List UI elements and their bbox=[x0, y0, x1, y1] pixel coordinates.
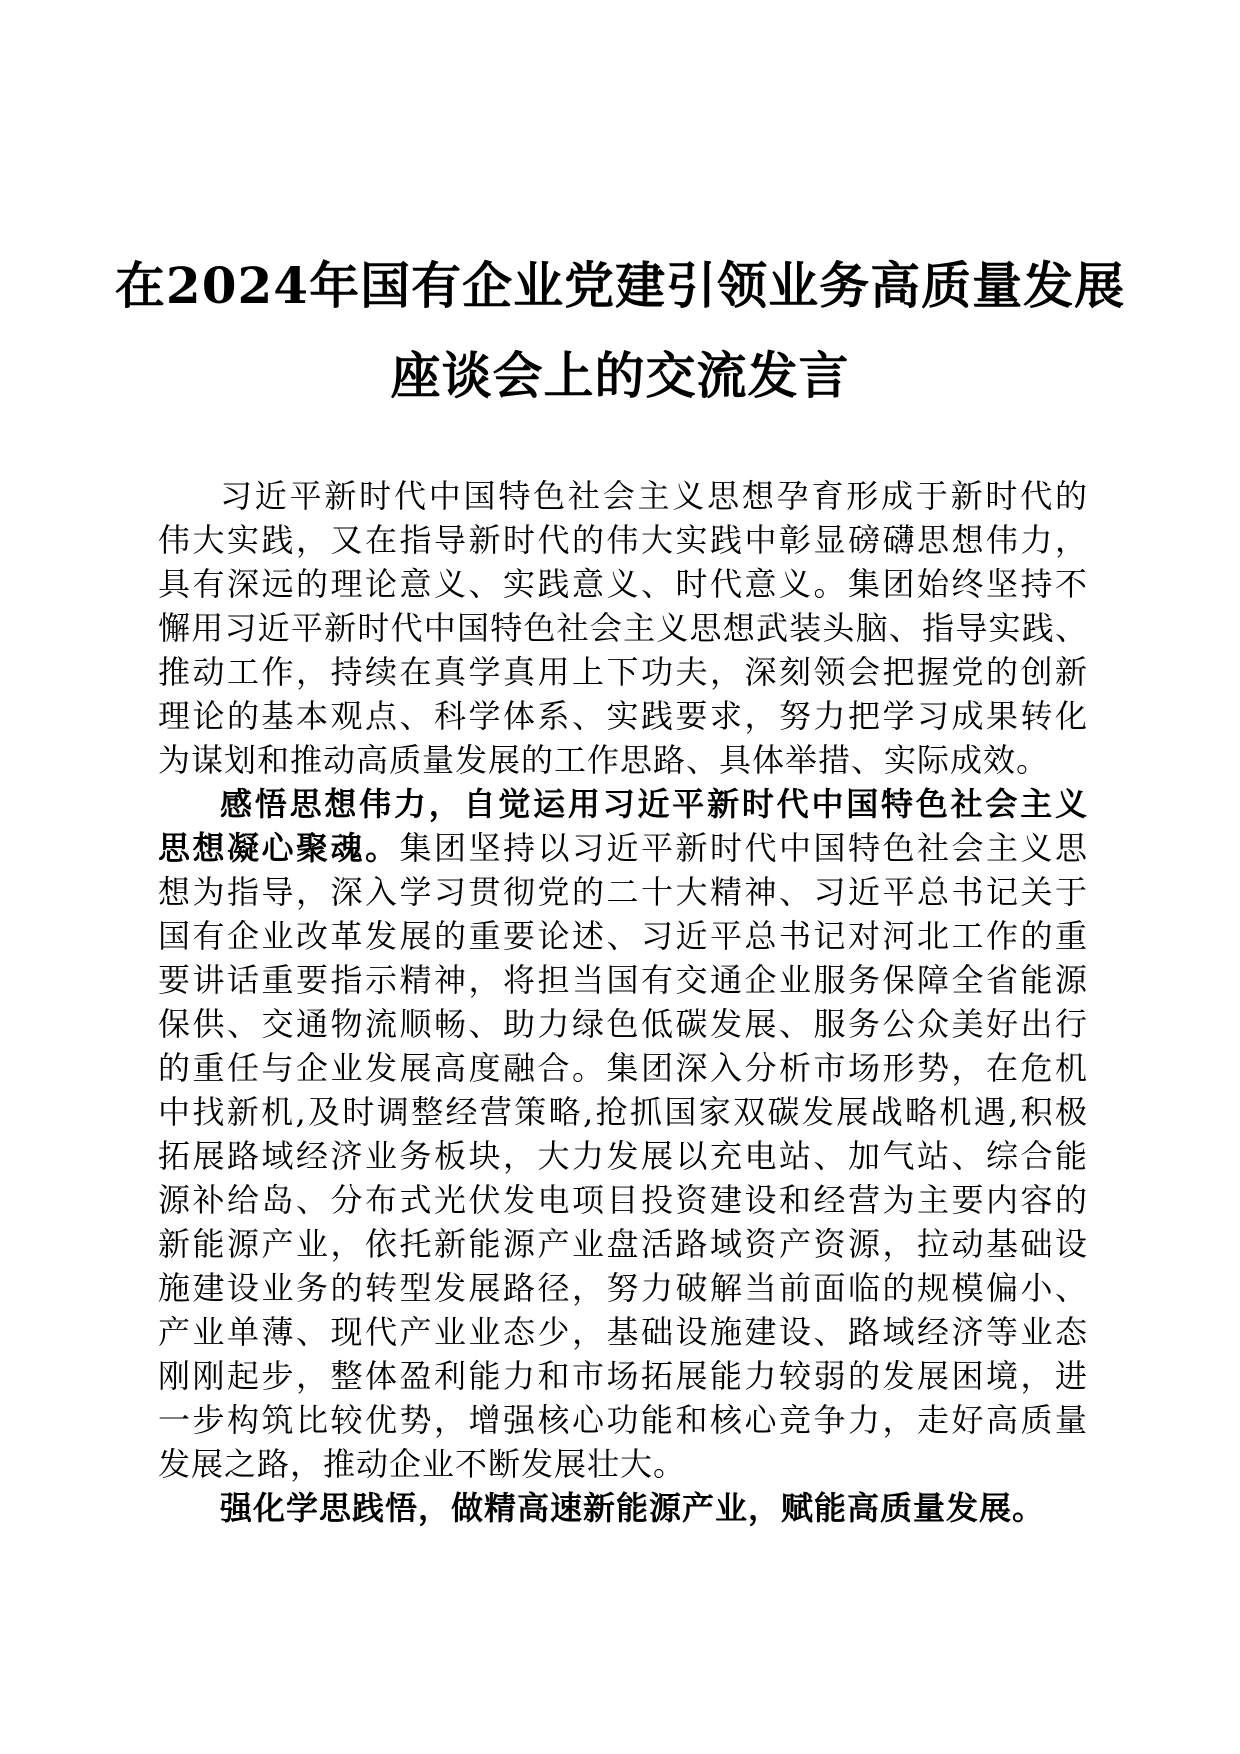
text-line: 推动工作，持续在真学真用上下功夫，深刻领会把握党的创新 bbox=[158, 653, 1088, 691]
text-line: 中找新机,及时调整经营策略,抢抓国家双碳发展战略机遇,积极 bbox=[158, 1093, 1088, 1131]
text-line: 具有深远的理论意义、实践意义、时代意义。集团始终坚持不 bbox=[158, 565, 1088, 603]
text-line: 保供、交通物流顺畅、助力绿色低碳发展、服务公众美好出行 bbox=[158, 1005, 1088, 1043]
text-line: 习近平新时代中国特色社会主义思想孕育形成于新时代的 bbox=[220, 477, 1088, 515]
text-line-rest: 集团坚持以习近平新时代中国特色社会主义思 bbox=[399, 829, 1088, 867]
text-line: 的重任与企业发展高度融合。集团深入分析市场形势，在危机 bbox=[158, 1049, 1088, 1087]
text-line: 一步构筑比较优势，增强核心功能和核心竞争力，走好高质量 bbox=[158, 1401, 1088, 1439]
text-line bbox=[158, 826, 1088, 870]
section-heading-line: 感悟思想伟力，自觉运用习近平新时代中国特色社会主义 bbox=[220, 785, 1088, 823]
text-line: 新能源产业，依托新能源产业盘活路域资产资源，拉动基础设 bbox=[158, 1225, 1088, 1263]
text-line: 发展之路，推动企业不断发展壮大。 bbox=[158, 1445, 687, 1483]
paragraph-thought-power bbox=[158, 782, 1088, 1486]
document-title-line-1: 在2024年国有企业党建引领业务高质量发展 bbox=[114, 256, 1126, 315]
text-line: 懈用习近平新时代中国特色社会主义思想武装头脑、指导实践、 bbox=[158, 609, 1088, 647]
paragraph-intro bbox=[158, 474, 1088, 782]
text-line: 伟大实践，又在指导新时代的伟大实践中彰显磅礴思想伟力， bbox=[158, 521, 1088, 559]
document-body bbox=[158, 474, 1088, 1530]
text-line: 理论的基本观点、科学体系、实践要求，努力把学习成果转化 bbox=[158, 697, 1088, 735]
text-line: 刚刚起步，整体盈利能力和市场拓展能力较弱的发展困境，进 bbox=[158, 1357, 1088, 1395]
section-heading-tail: 思想凝心聚魂。 bbox=[158, 829, 400, 867]
text-line: 国有企业改革发展的重要论述、习近平总书记对河北工作的重 bbox=[158, 917, 1088, 955]
text-line: 想为指导，深入学习贯彻党的二十大精神、习近平总书记关于 bbox=[158, 873, 1088, 911]
text-line: 施建设业务的转型发展路径，努力破解当前面临的规模偏小、 bbox=[158, 1269, 1088, 1307]
text-line: 要讲话重要指示精神，将担当国有交通企业服务保障全省能源 bbox=[158, 961, 1088, 999]
text-line: 产业单薄、现代产业业态少，基础设施建设、路域经济等业态 bbox=[158, 1313, 1088, 1351]
text-line: 源补给岛、分布式光伏发电项目投资建设和经营为主要内容的 bbox=[158, 1181, 1088, 1219]
paragraph-learning-practice bbox=[158, 1486, 1088, 1530]
document-title-line-2: 座谈会上的交流发言 bbox=[390, 346, 850, 405]
text-line: 为谋划和推动高质量发展的工作思路、具体举措、实际成效。 bbox=[158, 741, 1050, 779]
text-line: 拓展路域经济业务板块，大力发展以充电站、加气站、综合能 bbox=[158, 1137, 1088, 1175]
section-heading-line: 强化学思践悟，做精高速新能源产业，赋能高质量发展。 bbox=[220, 1489, 1046, 1527]
